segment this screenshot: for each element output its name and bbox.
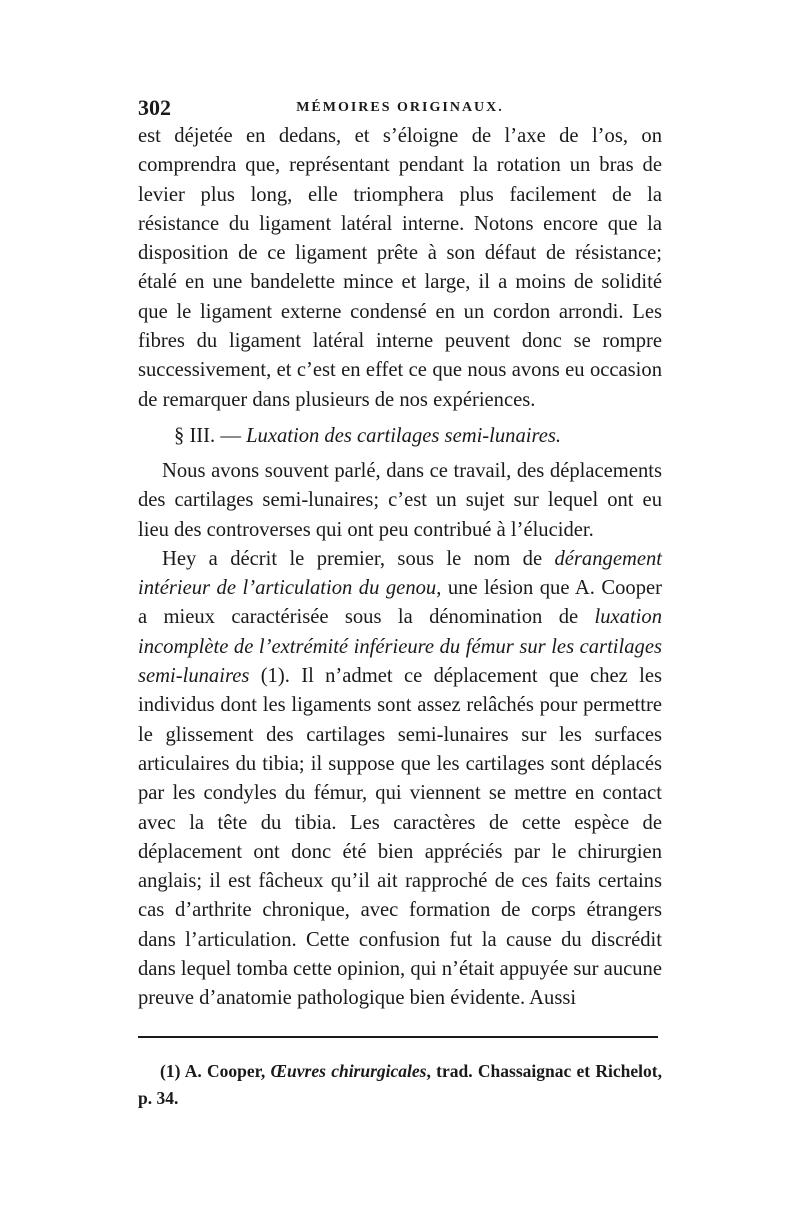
- running-head: [138, 94, 662, 122]
- page: [138, 94, 662, 1129]
- section-heading: [138, 419, 662, 453]
- page-number: 302: [138, 95, 171, 120]
- italic-term-luxation: luxation incomplète de l’extrémité inférieure du fémur sur les cartilages semi-lunaires: [138, 606, 662, 688]
- footnote: [138, 1058, 662, 1112]
- paragraph-continued: est déjetée en dedans, et s’éloigne de l’axe de l’os, on comprendra que, représentant pendant la rotation un bras de levier plus long, elle triomphera plus facilement de la résistance du ligament latéral interne. Notons encore que la disposition de ce ligament prête à son défaut de résistance; étalé en une bandelette mince et large, il a moins de solidité que le ligament externe condensé en un cordon arrondi. Les fibres du ligament latéral interne peuvent donc se rompre successivement, et c’est en effet ce que nous avons eu occasion de remarquer dans plusieurs de nos expériences.: [138, 125, 662, 411]
- section-number: § III. —: [174, 424, 247, 447]
- text-run: , une lésion que A. Cooper a mieux caractérisée sous la dénomination de: [138, 577, 662, 629]
- footnote-text: (1) A. Cooper,: [160, 1060, 271, 1081]
- paragraph-intro: Nous avons souvent parlé, dans ce travail, des déplacements des cartilages semi-lunaires; c’est un sujet sur lequel ont eu lieu des controverses qui ont peu contribué à l’élucider.: [138, 459, 662, 541]
- text-run: Hey a décrit le premier, sous le nom de: [162, 547, 555, 570]
- footnote-text: , trad. Chassaignac et Richelot, p. 34.: [138, 1060, 662, 1108]
- italic-term-derangement: dérangement intérieur de l’articulation du genou: [138, 547, 662, 600]
- footnote-divider: [138, 1036, 658, 1038]
- section-title: Luxation des cartilages semi-lunaires.: [246, 424, 562, 447]
- paragraph-hey-cooper: [138, 545, 662, 1014]
- footnote-italic-title: Œuvres chirurgicales: [270, 1060, 427, 1081]
- body-text: [138, 122, 662, 1014]
- running-title: MÉMOIRES ORIGINAUX.: [296, 100, 504, 115]
- text-run: (1). Il n’admet ce déplacement que chez les individus dont les ligaments sont assez relâchés pour permettre le glissement des cartilages semi-lunaires sur les surfaces articulaires du tibia; il suppose que les cartilages sont déplacés par les condyles du fémur, qui viennent se mettre en contact avec la tête du tibia. Les caractères de cette espèce de déplacement ont donc été bien appréciés par le chirurgien anglais; il est fâcheux qu’il ait rapproché de ces faits certains cas d’arthrite chronique, avec formation de corps étrangers dans l’articulation. Cette confusion fut la cause du discrédit dans lequel tomba cette opinion, qui n’était appuyée sur aucune preuve d’anatomie pathologique bien évidente. Aussi: [138, 665, 662, 1010]
